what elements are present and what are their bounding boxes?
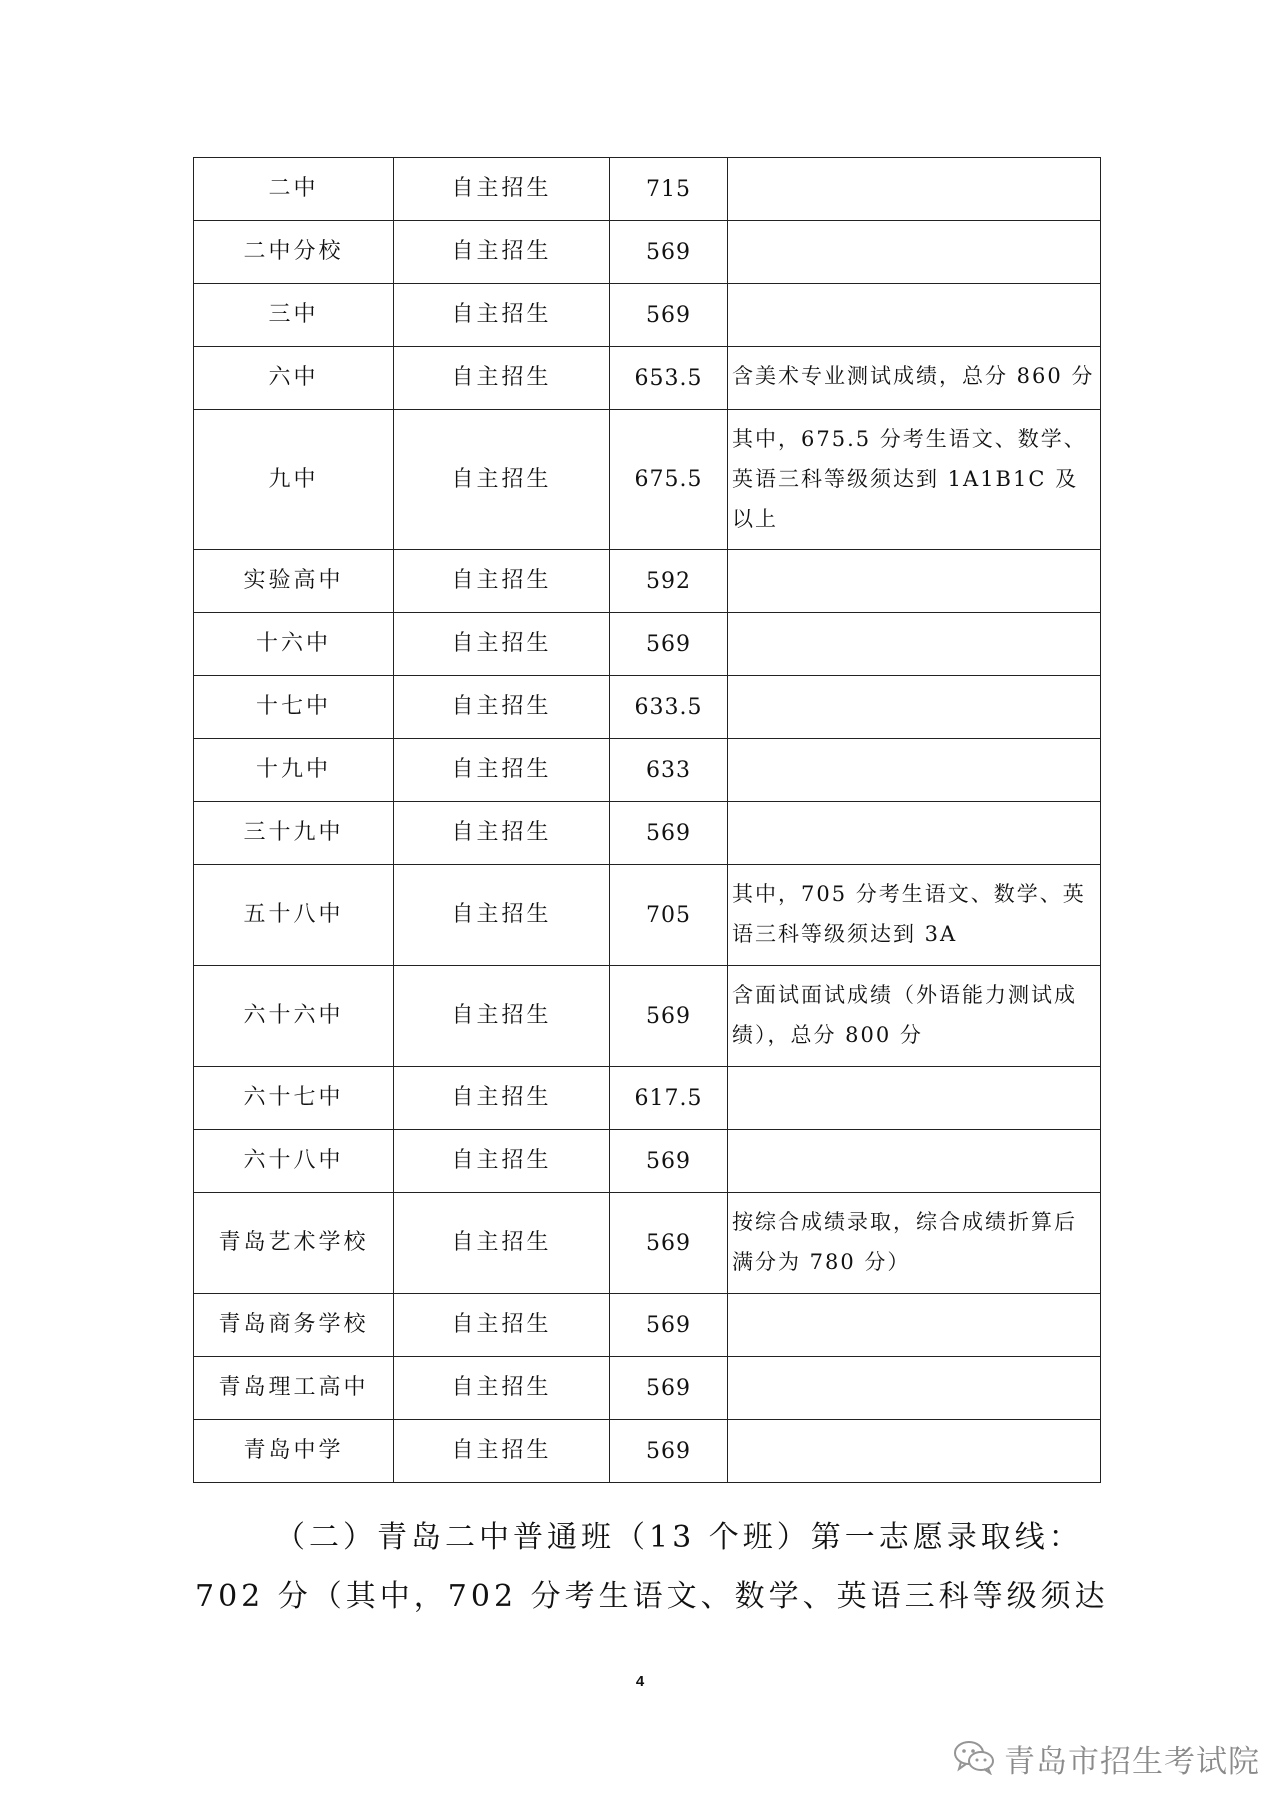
score-cell: 633.5 bbox=[610, 676, 728, 739]
school-cell: 十七中 bbox=[194, 676, 394, 739]
admission-type-cell: 自主招生 bbox=[394, 613, 610, 676]
table-row bbox=[194, 1420, 1101, 1483]
admission-type-cell: 自主招生 bbox=[394, 865, 610, 966]
admission-type-cell: 自主招生 bbox=[394, 284, 610, 347]
table-row bbox=[194, 284, 1101, 347]
score-cell: 569 bbox=[610, 1294, 728, 1357]
school-cell: 十九中 bbox=[194, 739, 394, 802]
score-cell: 569 bbox=[610, 221, 728, 284]
admission-type-cell: 自主招生 bbox=[394, 347, 610, 410]
school-cell: 六十六中 bbox=[194, 966, 394, 1067]
note-cell: 含面试面试成绩（外语能力测试成绩），总分 800 分 bbox=[728, 966, 1101, 1067]
table-row bbox=[194, 158, 1101, 221]
score-cell: 705 bbox=[610, 865, 728, 966]
page-number: 4 bbox=[635, 1673, 645, 1690]
paragraph-line-2: 702 分（其中，702 分考生语文、数学、英语三科等级须达 bbox=[195, 1579, 1109, 1614]
note-cell bbox=[728, 1357, 1101, 1420]
note-cell bbox=[728, 1294, 1101, 1357]
table-row bbox=[194, 802, 1101, 865]
note-cell: 按综合成绩录取，综合成绩折算后满分为 780 分） bbox=[728, 1193, 1101, 1294]
note-cell bbox=[728, 676, 1101, 739]
note-cell bbox=[728, 1420, 1101, 1483]
admission-type-cell: 自主招生 bbox=[394, 1357, 610, 1420]
note-cell: 其中，705 分考生语文、数学、英语三科等级须达到 3A bbox=[728, 865, 1101, 966]
school-cell: 六中 bbox=[194, 347, 394, 410]
score-cell: 569 bbox=[610, 966, 728, 1067]
score-cell: 569 bbox=[610, 1420, 728, 1483]
table-row bbox=[194, 966, 1101, 1067]
table-row bbox=[194, 613, 1101, 676]
note-cell bbox=[728, 1067, 1101, 1130]
school-cell: 五十八中 bbox=[194, 865, 394, 966]
school-cell: 三十九中 bbox=[194, 802, 394, 865]
admission-type-cell: 自主招生 bbox=[394, 739, 610, 802]
table-row bbox=[194, 1294, 1101, 1357]
admission-score-table bbox=[193, 157, 1101, 1483]
admission-type-cell: 自主招生 bbox=[394, 221, 610, 284]
admission-type-cell: 自主招生 bbox=[394, 158, 610, 221]
note-cell bbox=[728, 613, 1101, 676]
note-cell: 含美术专业测试成绩，总分 860 分 bbox=[728, 347, 1101, 410]
score-cell: 633 bbox=[610, 739, 728, 802]
admission-type-cell: 自主招生 bbox=[394, 802, 610, 865]
score-cell: 569 bbox=[610, 284, 728, 347]
admission-type-cell: 自主招生 bbox=[394, 550, 610, 613]
note-cell bbox=[728, 802, 1101, 865]
school-cell: 十六中 bbox=[194, 613, 394, 676]
score-cell: 653.5 bbox=[610, 347, 728, 410]
wechat-icon bbox=[952, 1739, 996, 1779]
admission-type-cell: 自主招生 bbox=[394, 410, 610, 550]
watermark bbox=[952, 1736, 1260, 1781]
score-cell: 569 bbox=[610, 1357, 728, 1420]
admission-type-cell: 自主招生 bbox=[394, 966, 610, 1067]
note-cell bbox=[728, 284, 1101, 347]
note-cell bbox=[728, 1130, 1101, 1193]
school-cell: 三中 bbox=[194, 284, 394, 347]
table-row bbox=[194, 221, 1101, 284]
table-row bbox=[194, 739, 1101, 802]
paragraph-line-1: （二）青岛二中普通班（13 个班）第一志愿录取线： bbox=[275, 1520, 1083, 1555]
school-cell: 二中分校 bbox=[194, 221, 394, 284]
score-cell: 569 bbox=[610, 1130, 728, 1193]
table-row bbox=[194, 865, 1101, 966]
school-cell: 九中 bbox=[194, 410, 394, 550]
admission-type-cell: 自主招生 bbox=[394, 1193, 610, 1294]
table-row bbox=[194, 550, 1101, 613]
note-cell bbox=[728, 221, 1101, 284]
note-cell bbox=[728, 739, 1101, 802]
school-cell: 青岛中学 bbox=[194, 1420, 394, 1483]
watermark-text: 青岛市招生考试院 bbox=[1004, 1744, 1260, 1780]
score-cell: 569 bbox=[610, 802, 728, 865]
school-cell: 青岛商务学校 bbox=[194, 1294, 394, 1357]
table-row bbox=[194, 1067, 1101, 1130]
score-cell: 569 bbox=[610, 613, 728, 676]
school-cell: 青岛理工高中 bbox=[194, 1357, 394, 1420]
admission-type-cell: 自主招生 bbox=[394, 1420, 610, 1483]
table-row bbox=[194, 676, 1101, 739]
admission-type-cell: 自主招生 bbox=[394, 1130, 610, 1193]
school-cell: 青岛艺术学校 bbox=[194, 1193, 394, 1294]
table-row bbox=[194, 1357, 1101, 1420]
admission-type-cell: 自主招生 bbox=[394, 1067, 610, 1130]
score-cell: 592 bbox=[610, 550, 728, 613]
note-cell bbox=[728, 550, 1101, 613]
school-cell: 实验高中 bbox=[194, 550, 394, 613]
score-cell: 675.5 bbox=[610, 410, 728, 550]
table-row bbox=[194, 1130, 1101, 1193]
note-cell: 其中，675.5 分考生语文、数学、英语三科等级须达到 1A1B1C 及以上 bbox=[728, 410, 1101, 550]
admission-type-cell: 自主招生 bbox=[394, 676, 610, 739]
school-cell: 六十八中 bbox=[194, 1130, 394, 1193]
score-cell: 569 bbox=[610, 1193, 728, 1294]
table-row bbox=[194, 347, 1101, 410]
school-cell: 六十七中 bbox=[194, 1067, 394, 1130]
note-cell bbox=[728, 158, 1101, 221]
table-row bbox=[194, 1193, 1101, 1294]
score-cell: 715 bbox=[610, 158, 728, 221]
admission-type-cell: 自主招生 bbox=[394, 1294, 610, 1357]
table-row bbox=[194, 410, 1101, 550]
school-cell: 二中 bbox=[194, 158, 394, 221]
score-cell: 617.5 bbox=[610, 1067, 728, 1130]
